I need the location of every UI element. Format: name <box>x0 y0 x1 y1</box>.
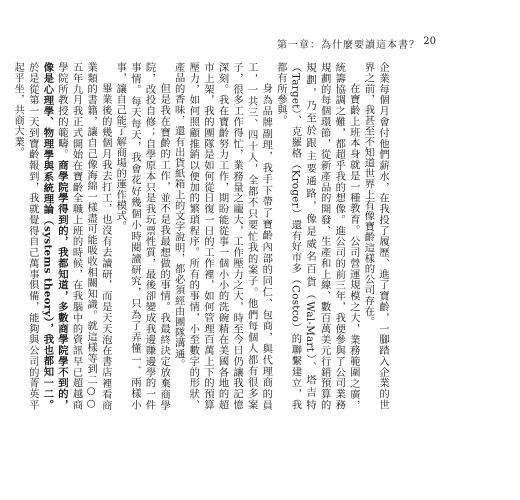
paragraph <box>361 62 390 410</box>
paragraph <box>273 62 361 410</box>
paragraph-text: 畢業後的幾個月我去打工，也沒有去讀研，而是天天泡在書店裡看商業類的書籍，讓自己像海綿一樣盡可能吸收相關知識。就這樣等到二○○五年九月我正式開始在寶齡全職上班的時候，在我腦中的資訊早已超越商學院所教授的範疇。 <box>55 62 112 410</box>
paragraph-text: 於是從第一天到寶齡報到，我就覺得自己萬事俱備，能夠與公司的菁英平起平坐，共商大業。 <box>12 62 39 410</box>
paragraph-text: 在寶齡上班本身就是一種教育。公司營運規模之大，業務範圍之廣，統籌協調之難，都超乎我的想像。進公司的前三年，我便參與了公司業務規劃的每個環節，從新產品的開發、生產和上線、數百萬美元行銷預算的規劃，乃至於跟主要通路，像是威名百貨（Wal-Mart）、塔吉特（Target）、克羅格（Kroger）還有好市多（Costco）的聯繫建立，我都有所參與。 <box>274 62 360 410</box>
paragraph-text: 但是我在寶齡的工作，並不是我最想做的事情。我最終決定放棄商學院，改投自修；自學原本只是我玩票性質，最後卻變成我邊賺邊學的一件事情。每天每天，我會花好幾個小時閱讀研究，只為了弄懂一、兩樣小事，讓自己能了解商場的運作模式。 <box>114 62 171 410</box>
page-number: 20 <box>423 36 436 47</box>
bold-text: 商學院學得到的，我都知道，多數商學院學不到的，像是心理學、物理學與系統理論（systems theory），我也都知一二。 <box>41 62 68 410</box>
paragraph <box>11 62 113 410</box>
paragraph <box>171 62 273 410</box>
running-head: 第一章：為什麼要讀這本書？ <box>277 40 420 51</box>
paragraph-text: 企業每個月會付他們薪水，在我投了履歷、進了寶齡，一腳踏入企業的世界之前，我甚至不知道世界上有像寶齡這樣的公司存在。 <box>362 62 389 410</box>
paragraph <box>113 62 171 410</box>
body-text <box>12 62 390 410</box>
paragraph-text: 身為品牌副理，我手下帶了寶齡內部的同仁、包商，與代理商的員工，一共三、四十人，全都不只要忙我的案子。他們每個人都有很多案子，很多工作得忙，業務量之龐大，工作壓力之大，時至今日仍讓我記憶深刻。我在寶齡努力工作，期盼能從事一個小小的洗碗精在美國各地的超市上架，我的團隊是如何從日復一日的工作裡，如何管理百萬上下的預算壓力，如何照顧推銷以便加的繁瑣程序。所有的事情，小至數字的形狀、產品的香味，還有出貨紙箱上的文字說明，都必須經由團隊溝通。 <box>172 62 273 410</box>
